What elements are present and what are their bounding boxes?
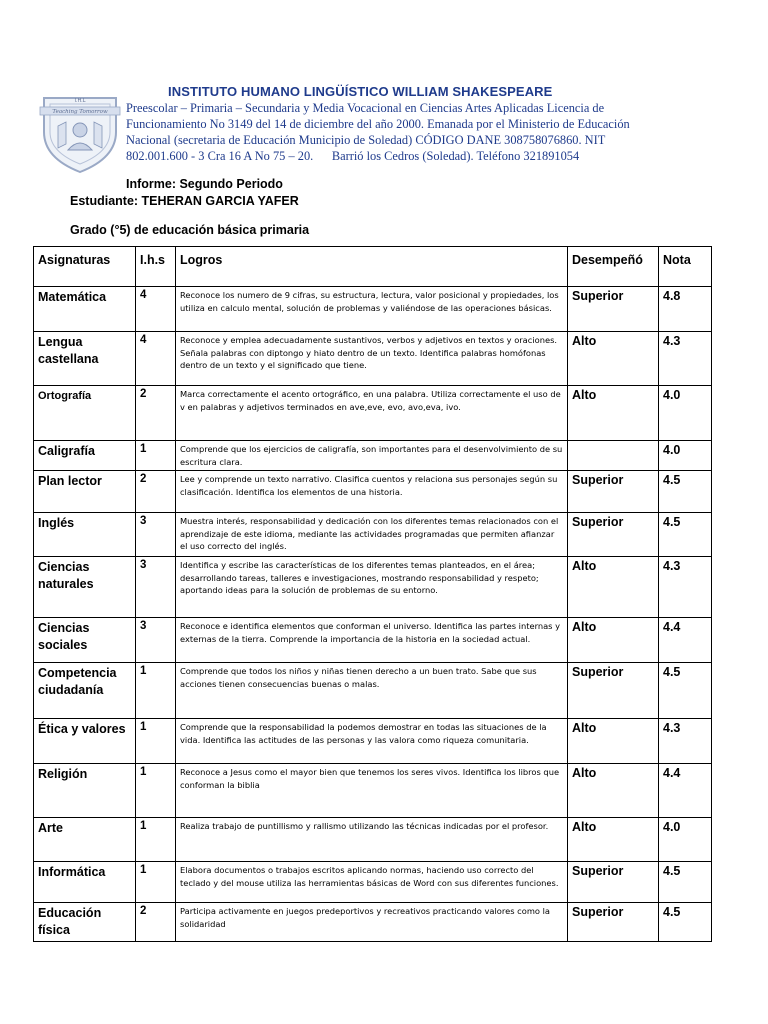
table-row <box>34 332 712 386</box>
header-ihs: I.h.s <box>136 247 176 287</box>
performance-cell: Alto <box>568 386 659 441</box>
performance-cell: Superior <box>568 903 659 942</box>
subject-cell: Competencia ciudadanía <box>34 663 136 719</box>
achievements-cell: Reconoce a Jesus como el mayor bien que tenemos los seres vivos. Identifica los libros que conforman la biblia <box>176 764 568 818</box>
grade-cell: 4.0 <box>659 818 712 862</box>
ihs-cell: 2 <box>136 903 176 942</box>
ihs-cell: 3 <box>136 618 176 663</box>
header-grade: Nota <box>659 247 712 287</box>
ihs-cell: 4 <box>136 287 176 332</box>
header-subject: Asignaturas <box>34 247 136 287</box>
ihs-cell: 2 <box>136 386 176 441</box>
subject-cell: Matemática <box>34 287 136 332</box>
achievements-cell: Identifica y escribe las características de los diferentes temas planteados, en el área; desarrollando tareas, talleres e investigaciones, mostrando responsabilidad y respeto; aportando ideas para la solución de problemas de su entorno. <box>176 557 568 618</box>
grade-cell: 4.4 <box>659 764 712 818</box>
performance-cell: Superior <box>568 287 659 332</box>
achievements-cell: Comprende que la responsabilidad la podemos demostrar en todas las situaciones de la vida. Identifica las actitudes de las personas y las valora como riqueza comunitaria. <box>176 719 568 764</box>
grade-cell: 4.4 <box>659 618 712 663</box>
ihs-cell: 1 <box>136 719 176 764</box>
subject-cell: Ciencias naturales <box>34 557 136 618</box>
performance-cell: Alto <box>568 332 659 386</box>
ihs-cell: 4 <box>136 332 176 386</box>
description-line: Nacional (secretaria de Educación Municipio de Soledad) CÓDIGO DANE 308758076860. NIT <box>126 133 606 147</box>
achievements-cell: Muestra interés, responsabilidad y dedicación con los diferentes temas relacionados con el aprendizaje de este idioma, mediante las actividades programadas que permiten afianzar el uso correcto del inglés. <box>176 513 568 557</box>
description-line: 802.001.600 - 3 Cra 16 A No 75 – 20. Barrió los Cedros (Soledad). Teléfono 321891054 <box>126 149 580 163</box>
table-row <box>34 663 712 719</box>
subject-cell: Inglés <box>34 513 136 557</box>
svg-text:Teaching Tomorrow: Teaching Tomorrow <box>52 109 108 115</box>
subject-cell: Lengua castellana <box>34 332 136 386</box>
performance-cell: Superior <box>568 513 659 557</box>
table-row <box>34 557 712 618</box>
achievements-cell: Reconoce y emplea adecuadamente sustantivos, verbos y adjetivos en textos y oraciones. Señala palabras con diptongo y hiato dentro de un texto. Identifica palabras homófonas dentro de un texto y el significado que tiene. <box>176 332 568 386</box>
performance-cell: Superior <box>568 663 659 719</box>
grade-cell: 4.5 <box>659 471 712 513</box>
ihs-cell: 1 <box>136 764 176 818</box>
school-crest-icon <box>36 92 124 176</box>
table-row <box>34 386 712 441</box>
grade-cell: 4.5 <box>659 862 712 903</box>
header-achievements: Logros <box>176 247 568 287</box>
grade-cell: 4.0 <box>659 386 712 441</box>
table-row <box>34 471 712 513</box>
description-line: Preescolar – Primaria – Secundaria y Media Vocacional en Ciencias Artes Aplicadas Licencia de <box>126 101 605 115</box>
ihs-cell: 1 <box>136 818 176 862</box>
grade-cell: 4.3 <box>659 557 712 618</box>
performance-cell: Superior <box>568 471 659 513</box>
subject-cell: Informática <box>34 862 136 903</box>
grade-cell: 4.3 <box>659 719 712 764</box>
report-period: Informe: Segundo Periodo <box>126 177 283 191</box>
performance-cell: Superior <box>568 862 659 903</box>
table-row <box>34 903 712 942</box>
ihs-cell: 3 <box>136 513 176 557</box>
ihs-cell: 1 <box>136 862 176 903</box>
achievements-cell: Reconoce los numero de 9 cifras, su estructura, lectura, valor posicional y propiedades, los utiliza en calculo mental, solución de problemas y valiéndose de las operaciones básicas. <box>176 287 568 332</box>
grade-cell: 4.8 <box>659 287 712 332</box>
table-row <box>34 441 712 471</box>
grade-cell: 4.5 <box>659 513 712 557</box>
achievements-cell: Participa activamente en juegos predeportivos y recreativos practicando valores como la solidaridad <box>176 903 568 942</box>
description-line: Funcionamiento No 3149 del 14 de diciembre del año 2000. Emanada por el Ministerio de Educación <box>126 117 630 131</box>
school-description <box>126 100 696 164</box>
achievements-cell: Lee y comprende un texto narrativo. Clasifica cuentos y relaciona sus personajes según su clasificación. Identifica los elementos de una historia. <box>176 471 568 513</box>
table-header-row <box>34 247 712 287</box>
subject-cell: Educación física <box>34 903 136 942</box>
school-name: INSTITUTO HUMANO LINGÜÍSTICO WILLIAM SHAKESPEARE <box>168 84 553 99</box>
ihs-cell: 3 <box>136 557 176 618</box>
achievements-cell: Comprende que todos los niños y niñas tienen derecho a un buen trato. Sabe que sus acciones tienen consecuencias buenas o malas. <box>176 663 568 719</box>
subject-cell: Arte <box>34 818 136 862</box>
performance-cell: Alto <box>568 818 659 862</box>
ihs-cell: 1 <box>136 663 176 719</box>
table-row <box>34 618 712 663</box>
table-row <box>34 287 712 332</box>
table-row <box>34 513 712 557</box>
ihs-cell: 2 <box>136 471 176 513</box>
subject-cell: Ética y valores <box>34 719 136 764</box>
table-row <box>34 818 712 862</box>
achievements-cell: Marca correctamente el acento ortográfico, en una palabra. Utiliza correctamente el uso de v en palabras y adjetivos terminados en ave,eve, evo, avo,eva, ivo. <box>176 386 568 441</box>
grade-cell: 4.3 <box>659 332 712 386</box>
performance-cell: Alto <box>568 719 659 764</box>
performance-cell: Alto <box>568 764 659 818</box>
table-row <box>34 719 712 764</box>
subject-cell: Caligrafía <box>34 441 136 471</box>
student-name: Estudiante: TEHERAN GARCIA YAFER <box>70 194 299 208</box>
performance-cell: Alto <box>568 618 659 663</box>
achievements-cell: Reconoce e identifica elementos que conforman el universo. Identifica las partes internas y externas de la tierra. Comprende la importancia de la historia en la sociedad actual. <box>176 618 568 663</box>
grade-cell: 4.5 <box>659 903 712 942</box>
grades-table <box>33 246 712 942</box>
table-row <box>34 764 712 818</box>
table-row <box>34 862 712 903</box>
header-performance: Desempeñó <box>568 247 659 287</box>
grade-cell: 4.0 <box>659 441 712 471</box>
performance-cell: Alto <box>568 557 659 618</box>
subject-cell: Ciencias sociales <box>34 618 136 663</box>
achievements-cell: Comprende que los ejercicios de caligrafía, son importantes para el desenvolvimiento de su escritura clara. <box>176 441 568 471</box>
svg-text:I.H.L: I.H.L <box>74 98 86 104</box>
grade-level: Grado (°5) de educación básica primaria <box>70 223 310 237</box>
subject-cell: Religión <box>34 764 136 818</box>
subject-cell: Plan lector <box>34 471 136 513</box>
ihs-cell: 1 <box>136 441 176 471</box>
achievements-cell: Elabora documentos o trabajos escritos aplicando normas, haciendo uso correcto del teclado y del mouse utiliza las herramientas básicas de Word con sus diferentes funciones. <box>176 862 568 903</box>
performance-cell <box>568 441 659 471</box>
achievements-cell: Realiza trabajo de puntillismo y rallismo utilizando las técnicas indicadas por el profesor. <box>176 818 568 862</box>
grade-cell: 4.5 <box>659 663 712 719</box>
subject-cell: Ortografía <box>34 386 136 441</box>
